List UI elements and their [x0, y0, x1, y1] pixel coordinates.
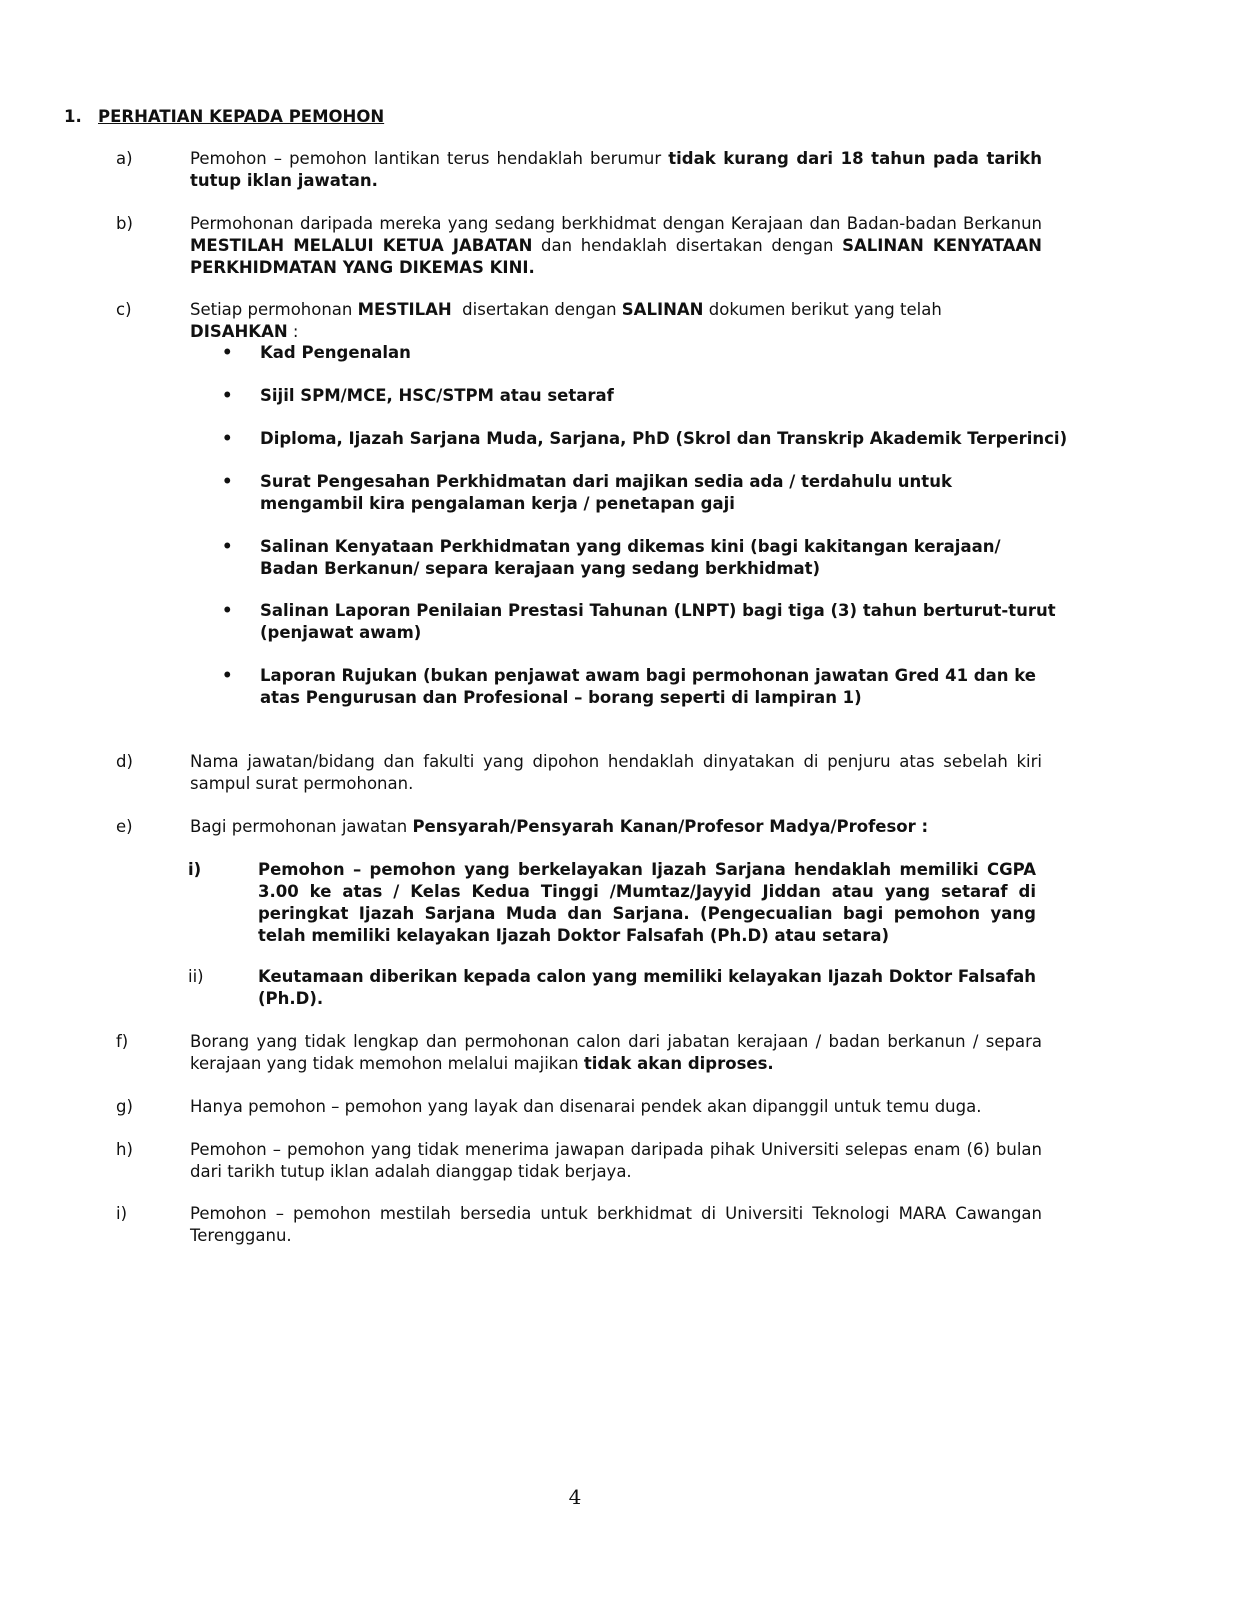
item-label: h) [116, 1140, 133, 1159]
sub-item-i: i) Pemohon – pemohon yang berkelayakan Ijazah Sarjana hendaklah memiliki CGPA 3.00 ke atas / Kelas Kedua Tinggi /Mumtaz/Jayyid Jiddan atau yang setaraf di peringkat Ijazah Sarjana Muda dan Sarjana. (Pengecualian bagi pemohon yang telah memiliki kelayakan Ijazah Doktor Falsafah (Ph.D) atau setara) [188, 860, 1036, 945]
item-text: Borang yang tidak lengkap dan permohonan calon dari jabatan kerajaan / badan berkanun / separa kerajaan yang tidak memohon melalui majikan tidak akan diproses. [190, 1032, 1042, 1073]
list-item: • Surat Pengesahan Perkhidmatan dari majikan sedia ada / terdahulu untuk mengambil kira pengalaman kerja / penetapan gaji [222, 472, 952, 513]
item-e [116, 816, 1056, 838]
item-c [116, 299, 1056, 343]
sub-item-ii: ii) Keutamaan diberikan kepada calon yang memiliki kelayakan Ijazah Doktor Falsafah (Ph.D). [188, 967, 1036, 1008]
item-text: Permohonan daripada mereka yang sedang berkhidmat dengan Kerajaan dan Badan-badan Berkanun MESTILAH MELALUI KETUA JABATAN dan hendaklah disertakan dengan SALINAN KENYATAAN PERKHIDMATAN YANG DIKEMAS KINI. [190, 214, 1042, 277]
item-b [116, 213, 1056, 279]
item-label: f) [116, 1032, 129, 1051]
item-label: d) [116, 752, 133, 771]
item-h [116, 1139, 1056, 1183]
bullet-icon: • [222, 472, 233, 491]
list-item: • Sijil SPM/MCE, HSC/STPM atau setaraf [222, 386, 614, 405]
item-text: Pemohon – pemohon lantikan terus hendaklah berumur tidak kurang dari 18 tahun pada tarikh tutup iklan jawatan. [190, 149, 1042, 190]
item-label: g) [116, 1097, 133, 1116]
bullet-icon: • [222, 429, 233, 448]
bullet-icon: • [222, 386, 233, 405]
item-a [116, 148, 1056, 192]
list-item: • Laporan Rujukan (bukan penjawat awam bagi permohonan jawatan Gred 41 dan ke atas Pengurusan dan Profesional – borang seperti di lampiran 1) [222, 666, 1036, 707]
list-item: • Salinan Kenyataan Perkhidmatan yang dikemas kini (bagi kakitangan kerajaan/ Badan Berkanun/ separa kerajaan yang sedang berkhidmat) [222, 537, 1001, 578]
item-text: Hanya pemohon – pemohon yang layak dan disenarai pendek akan dipanggil untuk temu duga. [190, 1097, 982, 1116]
item-text: Pemohon – pemohon yang tidak menerima jawapan daripada pihak Universiti selepas enam (6) bulan dari tarikh tutup iklan adalah dianggap tidak berjaya. [190, 1140, 1042, 1181]
list-item: • Diploma, Ijazah Sarjana Muda, Sarjana, PhD (Skrol dan Transkrip Akademik Terperinci) [222, 429, 1068, 448]
bullet-icon: • [222, 666, 233, 685]
item-i [116, 1203, 1056, 1247]
section-heading [64, 106, 384, 128]
item-text: Pemohon – pemohon mestilah bersedia untuk berkhidmat di Universiti Teknologi MARA Cawangan Terengganu. [190, 1204, 1042, 1245]
item-label: b) [116, 214, 133, 233]
list-item: • Salinan Laporan Penilaian Prestasi Tahunan (LNPT) bagi tiga (3) tahun berturut-turut (penjawat awam) [222, 601, 1056, 642]
bullet-icon: • [222, 601, 233, 620]
item-text: Nama jawatan/bidang dan fakulti yang dipohon hendaklah dinyatakan di penjuru atas sebelah kiri sampul surat permohonan. [190, 752, 1042, 793]
sub-item-label: i) [188, 860, 202, 879]
item-label: a) [116, 149, 133, 168]
bullet-icon: • [222, 537, 233, 556]
list-item: • Kad Pengenalan [222, 343, 411, 362]
item-label: c) [116, 300, 132, 319]
item-g [116, 1096, 1056, 1118]
item-text: Setiap permohonan MESTILAH disertakan dengan SALINAN dokumen berikut yang telah DISAHKAN : [190, 300, 942, 341]
section-number: 1. [64, 107, 82, 126]
item-f [116, 1031, 1056, 1075]
bullet-icon: • [222, 343, 233, 362]
section-title: PERHATIAN KEPADA PEMOHON [98, 107, 385, 126]
page-number: 4 [568, 1485, 582, 1509]
sub-item-label: ii) [188, 967, 204, 986]
item-label: i) [116, 1204, 128, 1223]
item-text: Bagi permohonan jawatan Pensyarah/Pensyarah Kanan/Profesor Madya/Profesor : [190, 817, 929, 836]
item-d [116, 751, 1056, 795]
item-label: e) [116, 817, 133, 836]
